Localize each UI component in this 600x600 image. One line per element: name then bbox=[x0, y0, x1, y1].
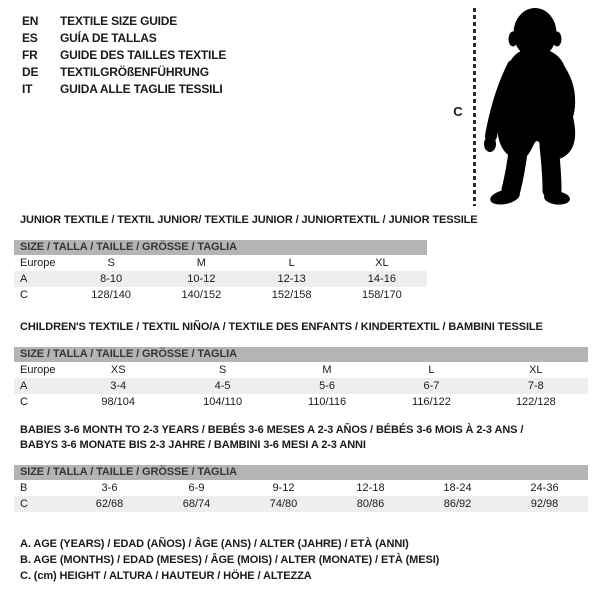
table-cell: 12-13 bbox=[277, 273, 306, 285]
table-cell: 24-36 bbox=[530, 482, 559, 494]
table-cell: M bbox=[196, 257, 206, 269]
table-cell: S bbox=[218, 364, 227, 376]
table-cell: 80/86 bbox=[356, 498, 385, 510]
table-cell: 68/74 bbox=[182, 498, 211, 510]
height-measure-line bbox=[473, 8, 476, 206]
footnotes bbox=[14, 536, 439, 584]
table-cell: 6-7 bbox=[423, 380, 440, 392]
table-cell: 98/104 bbox=[101, 396, 136, 408]
language-code: ES bbox=[22, 31, 38, 45]
language-row bbox=[22, 30, 226, 47]
table-cell: 3-4 bbox=[110, 380, 127, 392]
table-cell: 3-6 bbox=[101, 482, 118, 494]
table-cell: 116/122 bbox=[411, 396, 451, 408]
table-cell: 62/68 bbox=[95, 498, 124, 510]
size-header-bar: SIZE / TALLA / TAILLE / GRÖSSE / TAGLIA bbox=[14, 347, 588, 362]
table-cell: 92/98 bbox=[530, 498, 559, 510]
language-row bbox=[22, 47, 226, 64]
table-cell: 122/128 bbox=[515, 396, 556, 408]
table-cell: 4-5 bbox=[214, 380, 231, 392]
table-cell: 10-12 bbox=[187, 273, 216, 285]
table-cell: XS bbox=[110, 364, 126, 376]
section-title-line: BABIES 3-6 MONTH TO 2-3 YEARS / BEBÉS 3-6 MESES A 2-3 AÑOS / BÉBÉS 3-6 MOIS À 2-3 ANS / bbox=[20, 424, 524, 436]
row-label: C bbox=[20, 289, 28, 301]
size-table-section bbox=[14, 213, 478, 303]
size-table-section bbox=[14, 423, 588, 512]
language-code: EN bbox=[22, 14, 39, 28]
table-cell: 158/170 bbox=[361, 289, 402, 301]
language-title: TEXTILGRÖßENFÜHRUNG bbox=[60, 65, 209, 79]
language-title: GUIDE DES TAILLES TEXTILE bbox=[60, 48, 227, 62]
language-row bbox=[22, 13, 226, 30]
table-cell: L bbox=[288, 257, 295, 269]
row-label: B bbox=[20, 482, 28, 494]
table-cell: 8-10 bbox=[100, 273, 123, 285]
table-row bbox=[14, 394, 588, 410]
table-cell: 104/110 bbox=[203, 396, 243, 408]
row-label: A bbox=[20, 273, 28, 285]
table-cell: 7-8 bbox=[527, 380, 544, 392]
footnote-line: C. (cm) HEIGHT / ALTURA / HAUTEUR / HÖHE / ALTEZZA bbox=[20, 570, 312, 582]
table-row bbox=[14, 255, 427, 271]
table-cell: 12-18 bbox=[356, 482, 385, 494]
row-label: Europe bbox=[20, 364, 56, 376]
table-row bbox=[14, 362, 588, 378]
baby-silhouette-icon bbox=[480, 6, 592, 208]
row-label: Europe bbox=[20, 257, 56, 269]
size-table bbox=[14, 362, 588, 410]
table-row bbox=[14, 480, 588, 496]
table-cell: 9-12 bbox=[272, 482, 295, 494]
section-title bbox=[14, 423, 588, 453]
table-cell: L bbox=[428, 364, 435, 376]
footnote-line: B. AGE (MONTHS) / EDAD (MESES) / ÂGE (MOIS) / ALTER (MONATE) / ETÀ (MESI) bbox=[20, 554, 440, 566]
footnote-line: A. AGE (YEARS) / EDAD (AÑOS) / ÂGE (ANS) / ALTER (JAHRE) / ETÀ (ANNI) bbox=[20, 538, 409, 550]
language-code: FR bbox=[22, 48, 38, 62]
table-cell: 18-24 bbox=[443, 482, 472, 494]
table-cell: 14-16 bbox=[367, 273, 396, 285]
size-table bbox=[14, 480, 588, 512]
row-label: A bbox=[20, 380, 28, 392]
table-cell: 6-9 bbox=[188, 482, 205, 494]
table-cell: 110/116 bbox=[307, 396, 347, 408]
table-row bbox=[14, 271, 427, 287]
language-row bbox=[22, 81, 226, 98]
language-code: DE bbox=[22, 65, 39, 79]
size-table bbox=[14, 255, 427, 303]
table-cell: 152/158 bbox=[271, 289, 312, 301]
language-code: IT bbox=[22, 82, 33, 96]
section-title bbox=[14, 213, 478, 228]
row-label: C bbox=[20, 396, 28, 408]
table-cell: XL bbox=[529, 364, 543, 376]
section-title bbox=[14, 320, 588, 335]
table-row bbox=[14, 378, 588, 394]
size-header-bar: SIZE / TALLA / TAILLE / GRÖSSE / TAGLIA bbox=[14, 240, 427, 255]
language-row bbox=[22, 64, 226, 81]
language-title: TEXTILE SIZE GUIDE bbox=[60, 14, 178, 28]
language-title: GUÍA DE TALLAS bbox=[60, 31, 157, 45]
language-title: GUIDA ALLE TAGLIE TESSILI bbox=[60, 82, 223, 96]
table-cell: 5-6 bbox=[319, 380, 335, 392]
table-cell: 128/140 bbox=[91, 289, 131, 301]
size-table-section bbox=[14, 320, 588, 410]
table-cell: 74/80 bbox=[269, 498, 298, 510]
size-header-bar: SIZE / TALLA / TAILLE / GRÖSSE / TAGLIA bbox=[14, 465, 588, 480]
table-cell: S bbox=[107, 257, 115, 269]
table-row bbox=[14, 287, 427, 303]
row-label: C bbox=[20, 498, 28, 510]
section-title-line: JUNIOR TEXTILE / TEXTIL JUNIOR/ TEXTILE JUNIOR / JUNIORTEXTIL / JUNIOR TESSILE bbox=[20, 214, 478, 226]
section-title-line: BABYS 3-6 MONATE BIS 2-3 JAHRE / BAMBINI 3-6 MESI A 2-3 ANNI bbox=[20, 439, 366, 451]
table-cell: M bbox=[322, 364, 332, 376]
figure-height-label: C bbox=[453, 104, 463, 119]
table-row bbox=[14, 496, 588, 512]
language-guide bbox=[22, 13, 226, 98]
section-title-line: CHILDREN'S TEXTILE / TEXTIL NIÑO/A / TEXTILE DES ENFANTS / KINDERTEXTIL / BAMBINI TESSILE bbox=[20, 321, 543, 333]
table-cell: 140/152 bbox=[181, 289, 222, 301]
table-cell: XL bbox=[375, 257, 389, 269]
table-cell: 86/92 bbox=[443, 498, 472, 510]
